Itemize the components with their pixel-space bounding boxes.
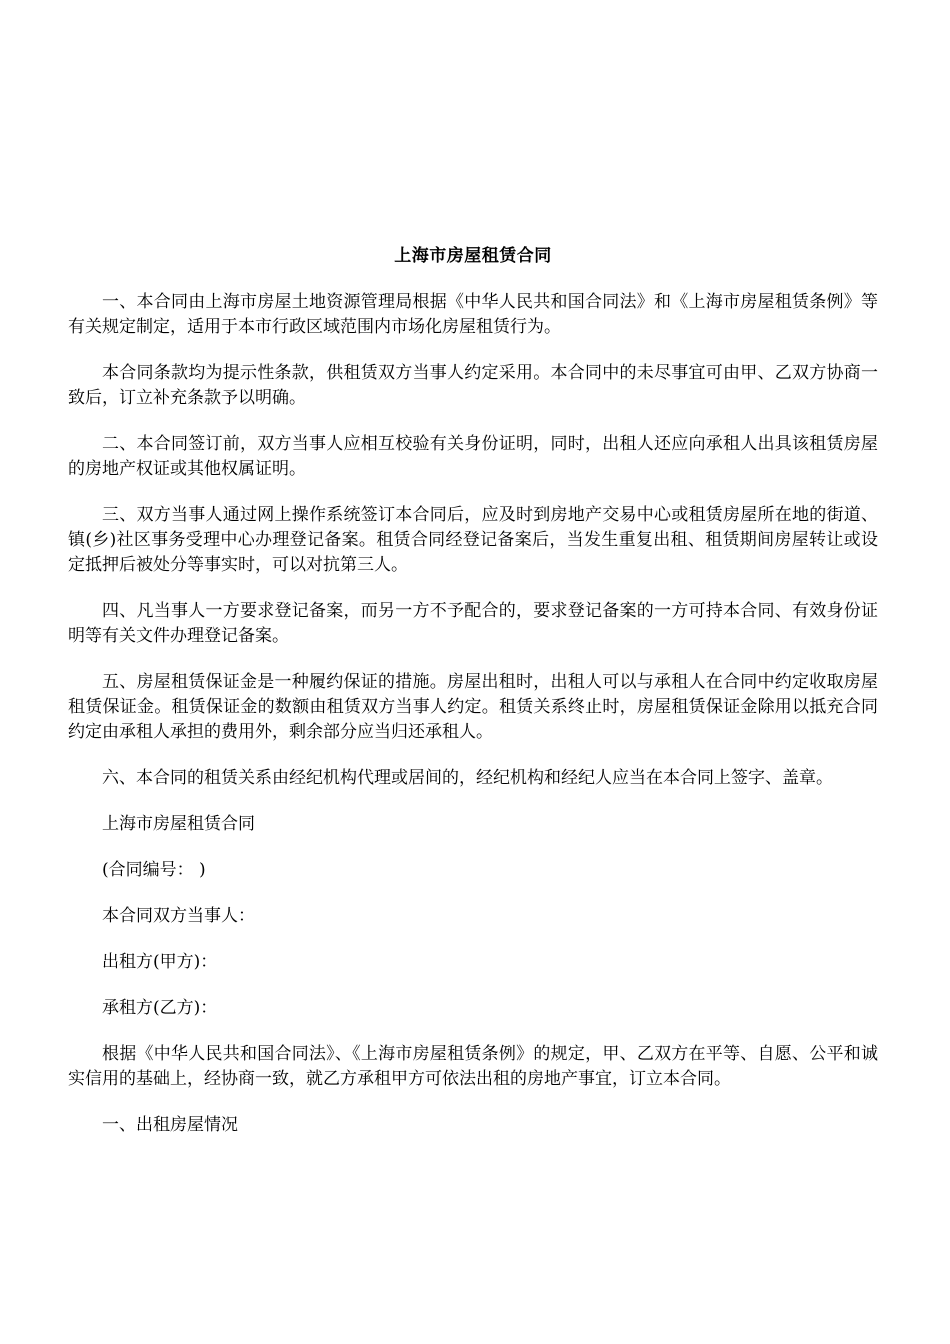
contract-number: (合同编号： ) [102, 860, 206, 880]
paragraph-clause-1: 一、本合同由上海市房屋土地资源管理局根据《中华人民共和国合同法》和《上海市房屋租赁条例》等有关规定制定，适用于本市行政区域范围内市场化房屋租赁行为。 [68, 292, 878, 337]
section-heading-property: 一、出租房屋情况 [102, 1115, 238, 1135]
lessor-field: 出租方(甲方)： [102, 952, 218, 972]
paragraph-clause-2: 二、本合同签订前，双方当事人应相互校验有关身份证明，同时，出租人还应向承租人出具该租赁房屋的房地产权证或其他权属证明。 [68, 434, 878, 479]
paragraph-clause-3: 三、双方当事人通过网上操作系统签订本合同后，应及时到房地产交易中心或租赁房屋所在地的街道、镇(乡)社区事务受理中心办理登记备案。租赁合同经登记备案后，当发生重复出租、租赁期间房屋转让或设定抵押后被处分等事实时，可以对抗第三人。 [68, 505, 878, 575]
contract-preamble: 根据《中华人民共和国合同法》、《上海市房屋租赁条例》的规定，甲、乙双方在平等、自愿、公平和诚实信用的基础上，经协商一致，就乙方承租甲方可依法出租的房地产事宜，订立本合同。 [68, 1044, 878, 1089]
document-title: 上海市房屋租赁合同 [394, 246, 552, 266]
contract-subtitle: 上海市房屋租赁合同 [102, 814, 255, 834]
document-page [68, 242, 878, 1159]
lessee-field: 承租方(乙方)： [102, 998, 218, 1018]
paragraph-clause-4: 四、凡当事人一方要求登记备案，而另一方不予配合的，要求登记备案的一方可持本合同、有效身份证明等有关文件办理登记备案。 [68, 601, 878, 646]
paragraph-clause-note: 本合同条款均为提示性条款，供租赁双方当事人约定采用。本合同中的未尽事宜可由甲、乙双方协商一致后，订立补充条款予以明确。 [68, 363, 878, 408]
paragraph-clause-6: 六、本合同的租赁关系由经纪机构代理或居间的，经纪机构和经纪人应当在本合同上签字、盖章。 [102, 768, 833, 788]
paragraph-clause-5: 五、房屋租赁保证金是一种履约保证的措施。房屋出租时，出租人可以与承租人在合同中约定收取房屋租赁保证金。租赁保证金的数额由租赁双方当事人约定。租赁关系终止时，房屋租赁保证金除用以抵充合同约定由承租人承担的费用外，剩余部分应当归还承租人。 [68, 672, 878, 742]
parties-heading: 本合同双方当事人： [102, 906, 255, 926]
